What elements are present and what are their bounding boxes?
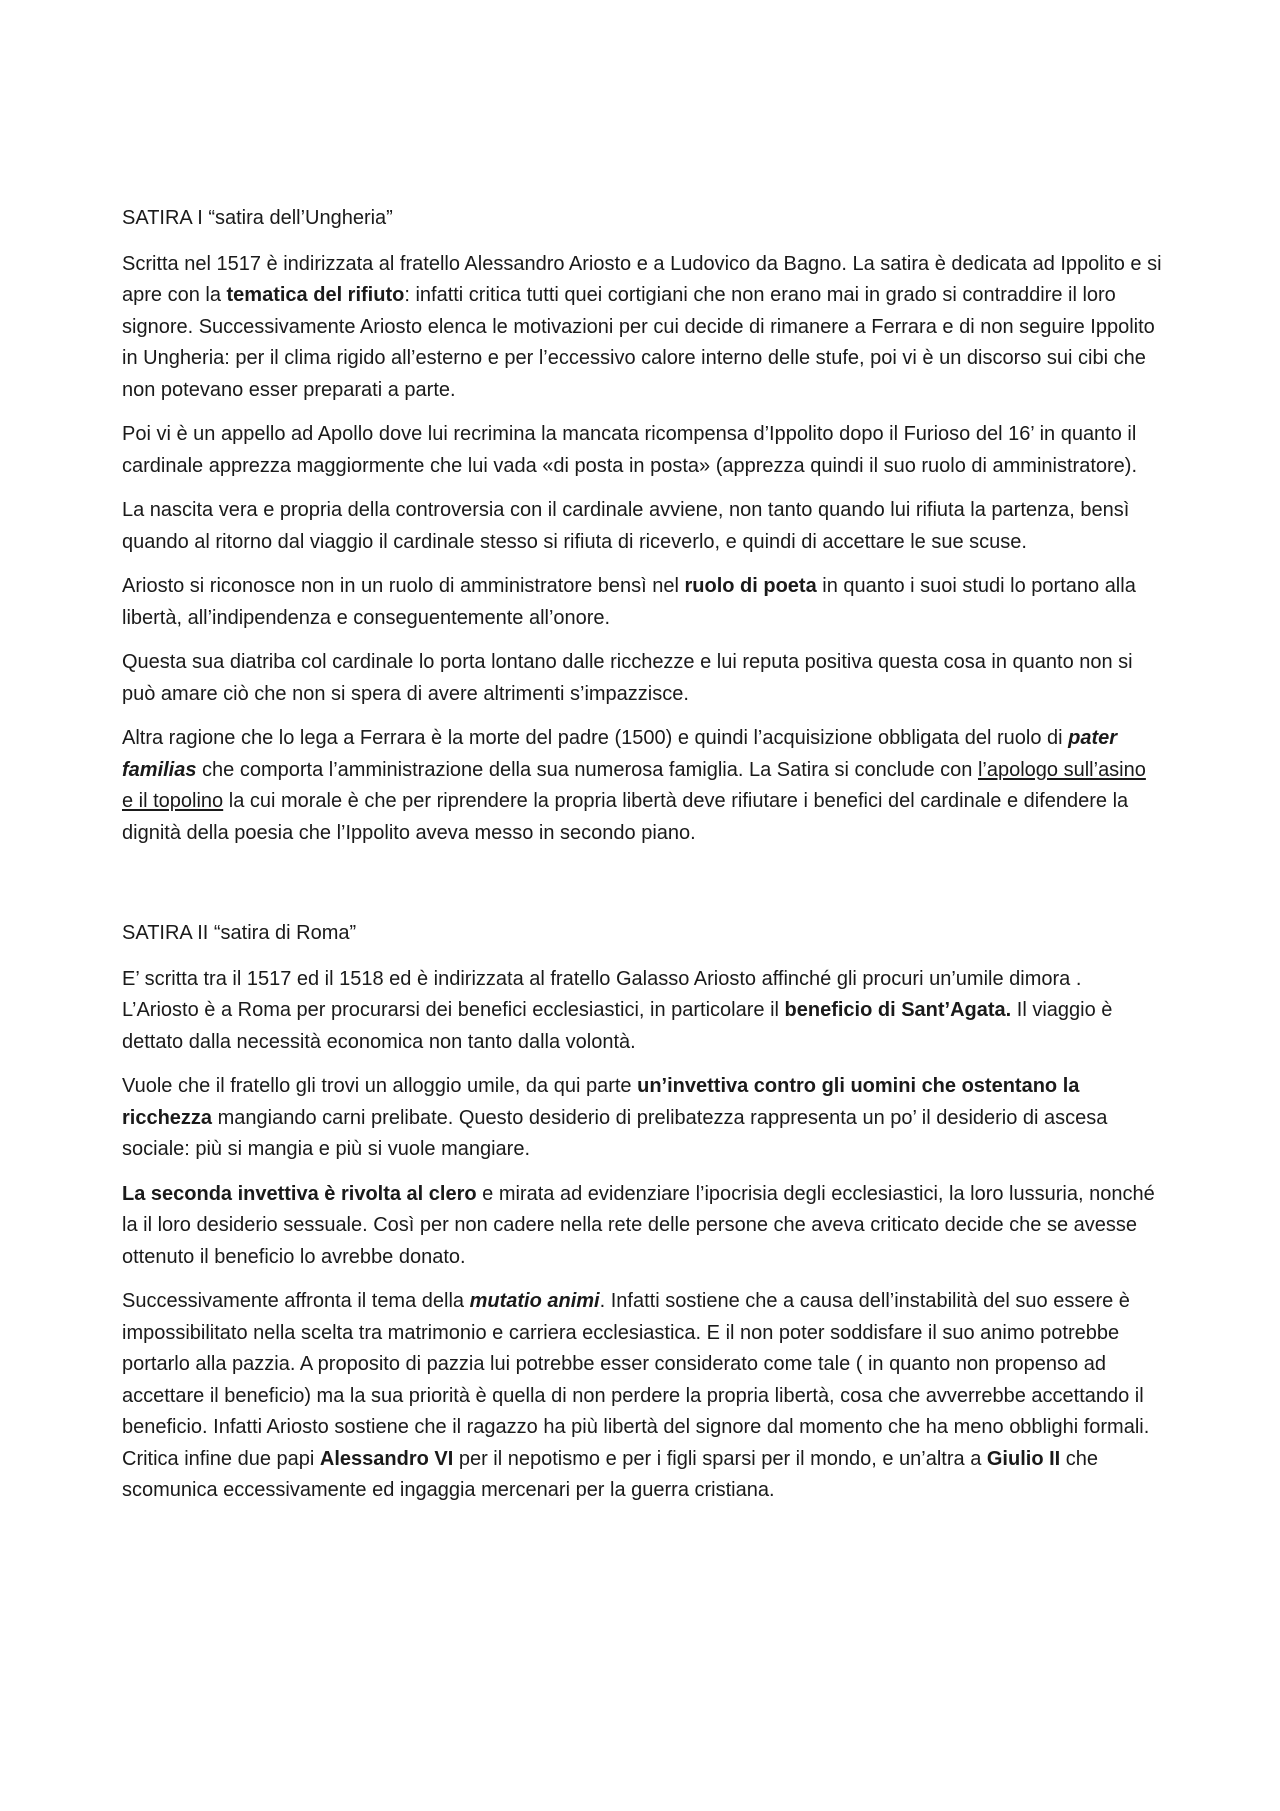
text-run: che comporta l’amministrazione della sua numerosa famiglia. La Satira si conclude con [196,758,978,781]
text-run: Successivamente affronta il tema della [122,1290,470,1312]
paragraph [122,964,1162,1059]
bold-phrase: Alessandro VI [319,1447,454,1470]
bold-phrase: ruolo di poeta [684,575,817,597]
document-page [122,203,1162,1520]
bold-phrase: tematica del rifiuto [226,284,405,306]
section-spacer [122,862,1162,918]
paragraph [122,1071,1162,1166]
text-run: per il nepotismo e per i figli sparsi per il mondo, e un’altra a [453,1447,987,1470]
text-run: Ariosto si riconosce non in un ruolo di amministratore bensì nel [122,575,685,597]
paragraph [122,249,1162,407]
paragraph [122,1179,1162,1274]
text-run: E’ scritta tra il 1517 ed il 1518 ed è indirizzata al fratello Galasso Ariosto affinché gli procuri un’umile dimora . L’Ariosto è a Roma per procurarsi dei benefici ecclesiastici, in particolare il [122,967,1082,1021]
paragraph: Questa sua diatriba col cardinale lo porta lontano dalle ricchezze e lui reputa positiva questa cosa in quanto non si può amare ciò che non si spera di avere altrimenti s’impazzisce. [122,651,1133,705]
paragraph: La nascita vera e propria della controversia con il cardinale avviene, non tanto quando lui rifiuta la partenza, bensì quando al ritorno dal viaggio il cardinale stesso si rifiuta di riceverlo, e quindi di accettare le sue scuse. [122,499,1130,553]
text-run: : infatti critica tutti quei cortigiani che non erano mai in grado si contraddire il loro signore. Successivamente Ariosto elenca le motivazioni per cui decide di rimanere a Ferrara e di non seguire Ippolito in Ungheria: per il clima rigido all’esterno e per l’eccessivo calore interno delle stufe, poi vi è un discorso sui cibi che non potevano esser preparati a parte. [122,284,1155,401]
underlined-phrase: l’apologo sull’asino e il topolino [122,758,1146,812]
paragraph [122,571,1162,634]
text-run: che scomunica eccessivamente ed ingaggia mercenari per la guerra cristiana. [122,1447,1099,1501]
text-run: Vuole che il fratello gli trovi un alloggio umile, da qui parte [122,1075,638,1097]
bold-phrase: La seconda invettiva è rivolta al clero [122,1182,477,1205]
section-satira-2 [122,918,1162,1507]
text-run: Il viaggio è dettato dalla necessità economica non tanto dalla volontà. [122,999,1113,1053]
bold-italic-phrase: pater familias [122,727,1118,781]
bold-phrase: beneficio di Sant’Agata. [784,999,1012,1021]
section-satira-1 [122,203,1162,849]
text-run: in quanto i suoi studi lo portano alla libertà, all’indipendenza e conseguentemente all’onore. [122,575,1136,629]
paragraph [122,1286,1162,1507]
bold-phrase: Giulio II [986,1447,1061,1470]
text-run: la cui morale è che per riprendere la propria libertà deve rifiutare i benefici del cardinale e difendere la dignità della poesia che l’Ippolito aveva messo in secondo piano. [122,790,1129,844]
text-run: mangiando carni prelibate. Questo desiderio di prelibatezza rappresenta un po’ il desiderio di ascesa sociale: più si mangia e più si vuole mangiare. [122,1106,1108,1160]
paragraph [122,723,1162,849]
text-run: Altra ragione che lo lega a Ferrara è la morte del padre (1500) e quindi l’acquisizione obbligata del ruolo di [122,727,1069,749]
bold-phrase: un’invettiva contro gli uomini che ostentano la ricchezza [122,1075,1080,1129]
text-run: e mirata ad evidenziare l’ipocrisia degli ecclesiastici, la loro lussuria, nonché la il loro desiderio sessuale. Così per non cadere nella rete delle persone che aveva criticato decide che se avesse ottenuto il beneficio lo avrebbe donato. [122,1182,1155,1268]
section-heading: SATIRA II “satira di Roma” [122,922,357,944]
text-run: Scritta nel 1517 è indirizzata al fratello Alessandro Ariosto e a Ludovico da Bagno. La satira è dedicata ad Ippolito e si apre con la [122,252,1162,306]
bold-italic-phrase: mutatio animi [469,1290,600,1312]
paragraph: Poi vi è un appello ad Apollo dove lui recrimina la mancata ricompensa d’Ippolito dopo il Furioso del 16’ in quanto il cardinale apprezza maggiormente che lui vada «di posta in posta» (apprezza quindi il suo ruolo di amministratore). [122,423,1137,477]
text-run: . Infatti sostiene che a causa dell’instabilità del suo essere è impossibilitato nella scelta tra matrimonio e carriera ecclesiastica. E il non poter soddisfare il suo animo potrebbe portarlo alla pazzia. A proposito di pazzia lui potrebbe esser considerato come tale ( in quanto non propenso ad accettare il beneficio) ma la sua priorità è quella di non perdere la propria libertà, cosa che avverrebbe accettando il beneficio. Infatti Ariosto sostiene che il ragazzo ha più libertà del signore dal momento che ha meno obblighi formali. Critica infine due papi [122,1290,1150,1470]
section-heading: SATIRA I “satira dell’Ungheria” [122,207,393,229]
